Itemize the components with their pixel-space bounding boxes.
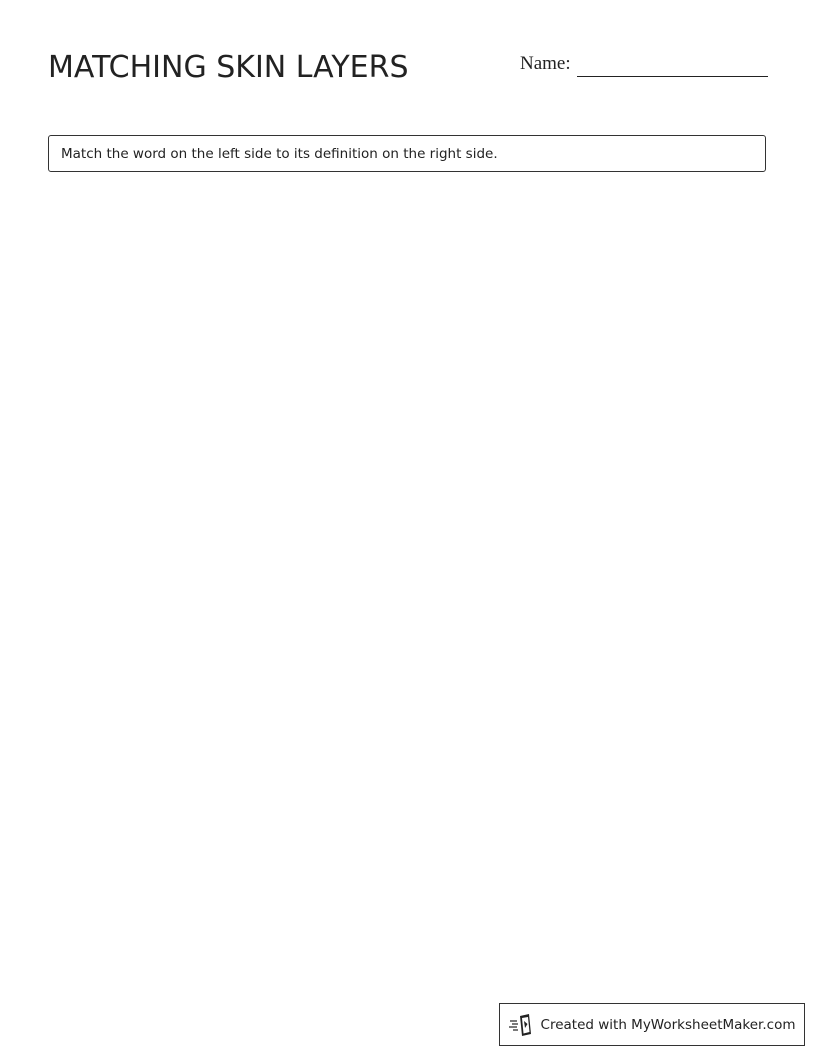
worksheet-maker-logo-icon xyxy=(509,1013,535,1037)
footer-credit-text: Created with MyWorksheetMaker.com xyxy=(540,1016,796,1033)
instructions-text: Match the word on the left side to its definition on the right side. xyxy=(61,145,498,162)
instructions-box xyxy=(48,135,766,172)
footer-credit-box xyxy=(499,1003,805,1046)
name-blank-line xyxy=(577,76,768,77)
name-label: Name: xyxy=(520,53,571,74)
name-field xyxy=(520,50,770,80)
worksheet-title: MATCHING SKIN LAYERS xyxy=(48,50,409,85)
